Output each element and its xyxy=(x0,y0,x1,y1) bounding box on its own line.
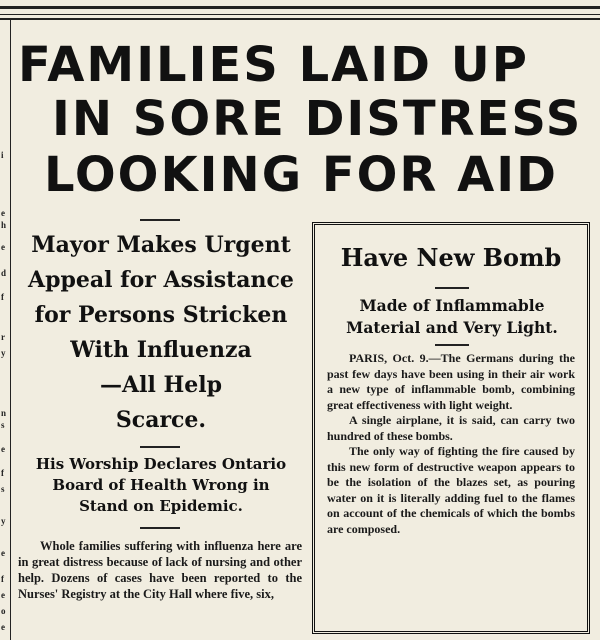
deck-line: —All Help xyxy=(100,372,222,398)
margin-fragment: e xyxy=(1,590,5,600)
margin-fragment: y xyxy=(1,516,6,526)
subdeck-line: Stand on Epidemic. xyxy=(79,497,243,515)
margin-fragment: f xyxy=(1,292,4,302)
margin-fragment: f xyxy=(1,574,4,584)
margin-fragment: e xyxy=(1,208,5,218)
margin-fragment: f xyxy=(1,468,4,478)
sidebar-story-box xyxy=(312,222,590,634)
deck-line: Appeal for Assistance xyxy=(28,267,294,293)
subdeck-line: Board of Health Wrong in xyxy=(52,476,270,494)
margin-fragment: s xyxy=(1,484,5,494)
margin-fragment: s xyxy=(1,420,5,430)
deck-line: With Influenza xyxy=(70,337,252,363)
sidebar-story-body xyxy=(327,351,575,537)
margin-fragment: n xyxy=(1,408,7,418)
subdeck-divider xyxy=(140,527,180,529)
body-paragraph: Whole families suffering with influenza here are in great distress because of lack of nursing and other help. Dozens of cases have been reported to the Nurses' Registry at the City Hall where five, six, xyxy=(18,539,302,601)
top-rule xyxy=(0,6,600,9)
headline-divider xyxy=(140,219,180,221)
sidebar-story-title: Have New Bomb xyxy=(340,243,562,272)
sidebar-paragraph: PARIS, Oct. 9.—The Germans during the past few days have been using in their air work a new type of inflammable bomb, combining great effectiveness with light weight. xyxy=(327,351,575,412)
deck-line: for Persons Stricken xyxy=(34,302,288,328)
margin-fragment: e xyxy=(1,548,5,558)
deck-line: Scarce. xyxy=(115,407,207,433)
margin-fragment: r xyxy=(1,332,5,342)
margin-fragment: e xyxy=(1,444,5,454)
main-story-body xyxy=(18,538,302,640)
column-rule xyxy=(10,20,11,640)
top-rule-mid xyxy=(0,18,600,20)
subdeck-line: His Worship Declares Ontario xyxy=(35,455,287,473)
sidebar-paragraph: A single airplane, it is said, can carry two hundred of these bombs. xyxy=(327,413,575,443)
margin-fragment: h xyxy=(1,220,7,230)
main-deck xyxy=(16,228,306,438)
top-rule-thin xyxy=(0,14,600,15)
sub-deck xyxy=(16,454,306,517)
sidebar-title-divider xyxy=(435,287,469,289)
margin-fragment: o xyxy=(1,606,6,616)
headline-line-1: FAMILIES LAID UP xyxy=(18,37,529,93)
margin-fragment: e xyxy=(1,622,5,632)
deck-line: Mayor Makes Urgent xyxy=(31,232,291,258)
headline-line-2: IN SORE DISTRESS xyxy=(52,91,583,147)
margin-fragment: y xyxy=(1,348,6,358)
sidebar-paragraph: The only way of fighting the fire caused by this new form of destructive weapon appears to be the isolation of the blazes set, as pouring water on it is literally adding fuel to the flames on account of the chemicals of which the bombs are composed. xyxy=(327,444,575,536)
margin-fragment: d xyxy=(1,268,7,278)
headline-line-3: LOOKING FOR AID xyxy=(44,147,558,203)
deck-divider xyxy=(140,446,180,448)
margin-fragment: i xyxy=(1,150,4,160)
margin-fragment: e xyxy=(1,242,5,252)
sidebar-story-subdeck: Made of Inflammable Material and Very Light. xyxy=(346,296,558,337)
sidebar-subdeck-divider xyxy=(435,344,469,346)
